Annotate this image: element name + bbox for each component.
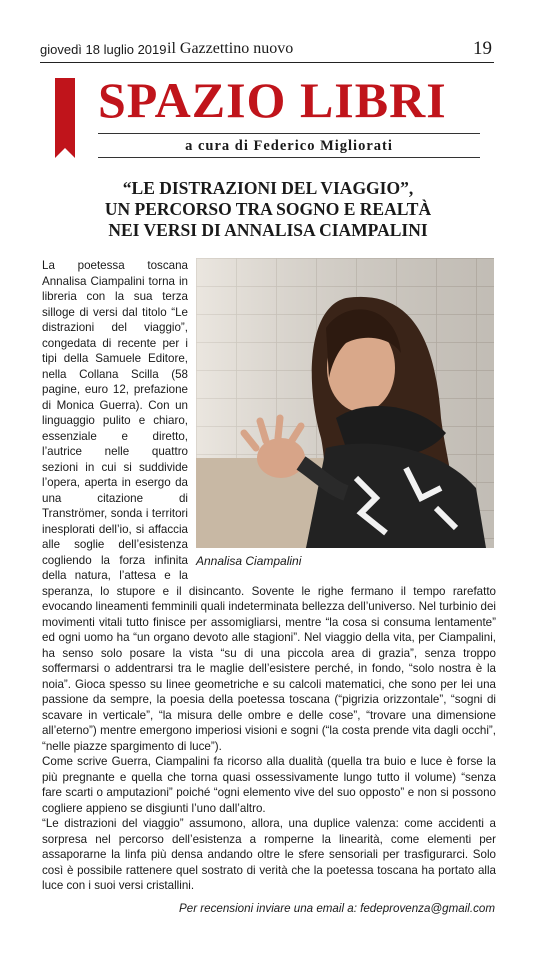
article-paragraph-3: “Le distrazioni del viaggio” assumono, allora, una duplice valenza: come accidenti a sorpresa nel percorso dell’esistenza a romperne la linearità, come elementi per assaporarne la linfa più densa andando oltre le sfere sensoriali per trasfigurarci. Solo così è possibile rattenere quel sostrato di verità che la poetessa toscana ha portato alla luce con i suoi versi cristallini. (42, 817, 496, 892)
author-photo (196, 258, 494, 548)
newspaper-name: il Gazzettino nuovo (167, 40, 294, 57)
page-number: 19 (473, 38, 492, 59)
issue-date: giovedì 18 luglio 2019 (40, 42, 167, 57)
article-paragraph-2: Come scrive Guerra, Ciampalini fa ricorso alla dualità (quella tra buio e luce è forse la più pregnante e quella che torna quasi ossessivamente lungo tutto il volume) “senza fare scarti o amputazioni” poiché “ogni elemento vive del suo opposto” e non si possono cogliere appieno se disgiunti l’uno dall’altro. (42, 755, 496, 815)
section-rule-bottom (98, 157, 480, 158)
article-headline (40, 178, 496, 241)
headline-line-2: UN PERCORSO TRA SOGNO E REALTÀ (104, 199, 432, 219)
photo-caption: Annalisa Ciampalini (196, 554, 302, 568)
page-header (40, 40, 494, 63)
section-byline: a cura di Federico Migliorati (185, 138, 393, 154)
photo-block (196, 258, 496, 578)
bookmark-ribbon-icon (55, 78, 75, 158)
article-paragraph-1: La poetessa toscana Annalisa Ciampalini torna in libreria con la sua terza silloge di versi dal titolo “Le distrazioni del viaggio”, congedata di recente per i tipi della Samuele Editore, nella Collana Scilla (58 pagine, euro 12, prefazione di Monica Guerra). Con un linguaggio pulito e chiaro, essenziale e diretto, l’autrice nelle quattro sezioni in cui si suddivide l’opera, aperta in esergo da una citazione di Tranströmer, sonda i territori inesplorati dell’io, si affaccia alle soglie dell’esistenza cogliendo la forza infinita della natura, l’attesa e la speranza, lo stupore e il disincanto. Sovente le righe fermano il tempo rarefatto evocando lineamenti femminili quali indeterminata bellezza dell’universo. Nel turbinio dei movimenti vitali tutto finisce per assomigliarsi, mentre “la cosa si consuma lentamente” ed ogni uomo ha “un organo devoto alle stagioni”. Nel viaggio della vita, per Ciampalini, ha senso solo posare la vista “su di una piccola area di grazia”, senza troppo soffermarsi o addentrarsi tra le maglie dell’esistere perché, in fondo, “solo nostra è la noia”. Gioca spesso su linee geometriche e su calcoli matematici, che sono per lei una passione da sempre, la poesia della poetessa toscana (“pigrizia orizzontale”, “sogni di scavare in verticale”, “la misura delle ombre e delle cose”, “trovare una dimensione all’eterno”) mentre emergono imperiosi visioni e sogni (“la costa prende vita dagli occhi”, “nelle piazze spargimento di luce”). (42, 259, 496, 753)
headline-line-3: NEI VERSI DI ANNALISA CIAMPALINI (108, 220, 428, 240)
headline-line-1: “LE DISTRAZIONI DEL VIAGGIO”, (122, 178, 414, 198)
section-rule-top (98, 133, 480, 134)
section-title: SPAZIO LIBRI (98, 72, 447, 128)
article-body (42, 258, 496, 894)
contact-note: Per recensioni inviare una email a: fedeprovenza@gmail.com (179, 902, 495, 915)
